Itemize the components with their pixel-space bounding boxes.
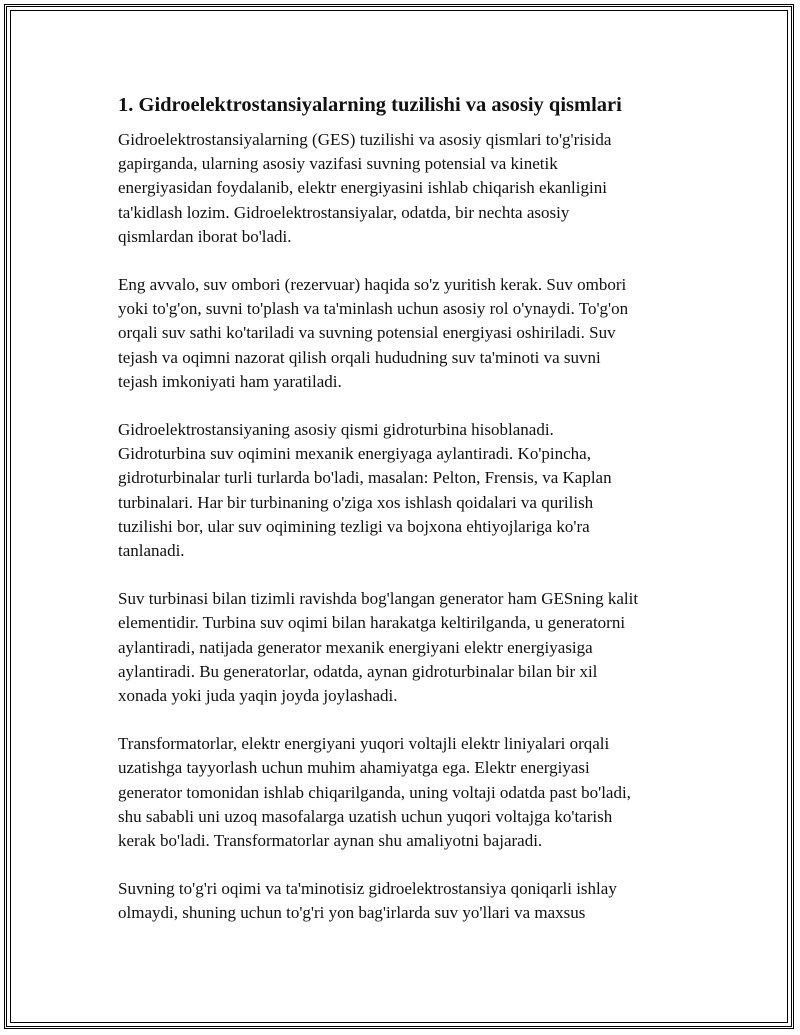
text-line: Gidroelektrostansiyalarning (GES) tuzilishi va asosiy qismlari to'g'risida bbox=[118, 130, 612, 149]
paragraph-turbine bbox=[118, 418, 678, 563]
paragraph-intro bbox=[118, 128, 678, 249]
text-line: elementidir. Turbina suv oqimi bilan harakatga keltirilganda, u generatorni bbox=[118, 613, 626, 633]
text-line: yoki to'g'on, suvni to'plash va ta'minlash uchun asosiy rol o'ynaydi. To'g'on bbox=[118, 299, 629, 319]
text-line: energiyasidan foydalanib, elektr energiyasini ishlab chiqarish ekanligini bbox=[118, 178, 607, 198]
text-line: ta'kidlash lozim. Gidroelektrostansiyalar, odatda, bir nechta asosiy bbox=[118, 202, 570, 222]
section-heading: 1. Gidroelektrostansiyalarning tuzilishi va asosiy qismlari bbox=[118, 94, 622, 116]
text-line: tuzilishi bor, ular suv oqimining tezligi va bojxona ehtiyojlariga ko'ra bbox=[118, 516, 590, 536]
text-line: aylantiradi. Bu generatorlar, odatda, aynan gidroturbinalar bilan bir xil bbox=[118, 661, 598, 681]
paragraph-transformers bbox=[118, 732, 678, 853]
text-line: kerak bo'ladi. Transformatorlar aynan shu amaliyotni bajaradi. bbox=[118, 831, 543, 851]
text-line: uzatishga tayyorlash uchun muhim ahamiyatga ega. Elektr energiyasi bbox=[118, 758, 590, 778]
text-line: xonada yoki juda yaqin joyda joylashadi. bbox=[118, 686, 398, 706]
document-body bbox=[118, 92, 678, 950]
paragraph-generator bbox=[118, 587, 678, 708]
text-line: tejash va oqimni nazorat qilish orqali hududning suv ta'minoti va suvni bbox=[118, 347, 601, 367]
text-line: tanlanadi. bbox=[118, 541, 185, 561]
text-line: Eng avvalo, suv ombori (rezervuar) haqida so'z yuritish kerak. Suv ombori bbox=[118, 275, 627, 295]
text-line: gidroturbinalar turli turlarda bo'ladi, masalan: Pelton, Frensis, va Kaplan bbox=[118, 468, 612, 488]
text-line: orqali suv sathi ko'tariladi va suvning potensial energiyasi oshiriladi. Suv bbox=[118, 323, 616, 343]
text-line: turbinalari. Har bir turbinaning o'ziga xos ishlash qoidalari va qurilish bbox=[118, 492, 594, 512]
text-line: olmaydi, shuning uchun to'g'ri yon bag'irlarda suv yo'llari va maxsus bbox=[118, 903, 586, 923]
text-line: Gidroelektrostansiyaning asosiy qismi gidroturbina hisoblanadi. bbox=[118, 420, 554, 440]
text-line: shu sababli uni uzoq masofalarga uzatish uchun yuqori voltajga ko'tarish bbox=[118, 806, 613, 826]
text-line: gapirganda, ularning asosiy vazifasi suvning potensial va kinetik bbox=[118, 154, 558, 174]
text-line: generator tomonidan ishlab chiqarilganda, uning voltaji odatda past bo'ladi, bbox=[118, 782, 631, 802]
text-line: aylantiradi, natijada generator mexanik energiyani elektr energiyasiga bbox=[118, 637, 593, 657]
text-line: Suvning to'g'ri oqimi va ta'minotisiz gidroelektrostansiya qoniqarli ishlay bbox=[118, 879, 617, 899]
text-line: qismlardan iborat bo'ladi. bbox=[118, 226, 292, 246]
paragraph-reservoir bbox=[118, 273, 678, 394]
paragraph-water-flow bbox=[118, 877, 678, 925]
text-line: tejash imkoniyati ham yaratiladi. bbox=[118, 371, 342, 391]
text-line: Gidroturbina suv oqimini mexanik energiyaga aylantiradi. Ko'pincha, bbox=[118, 444, 591, 464]
text-line: Transformatorlar, elektr energiyani yuqori voltajli elektr liniyalari orqali bbox=[118, 734, 610, 754]
text-line: Suv turbinasi bilan tizimli ravishda bog'langan generator ham GESning kalit bbox=[118, 589, 639, 609]
